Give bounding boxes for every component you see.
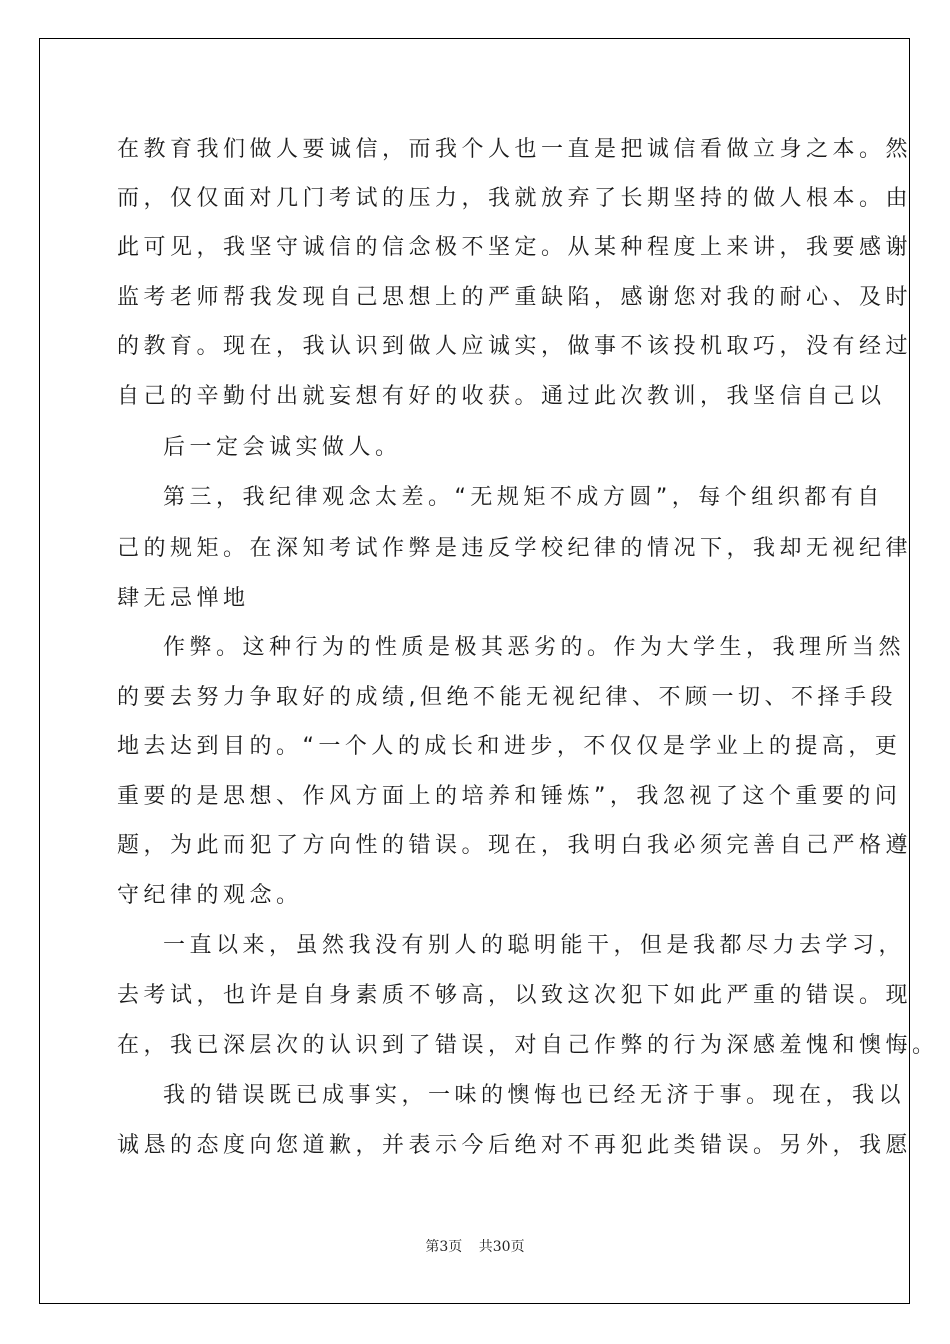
body-line: 重要的是思想、作风方面上的培养和锤炼”，我忽视了这个重要的问: [117, 784, 902, 809]
body-line: 诚恳的态度向您道歉，并表示今后绝对不再犯此类错误。另外，我愿: [117, 1133, 913, 1158]
body-line: 的要去努力争取好的成绩,但绝不能无视纪律、不顾一切、不择手段: [117, 685, 897, 710]
page-total: 共30页: [478, 1239, 525, 1255]
body-line: 后一定会诚实做人。: [163, 435, 402, 460]
body-line: 而，仅仅面对几门考试的压力，我就放弃了长期坚持的做人根本。由: [117, 186, 913, 211]
body-line: 在，我已深层次的认识到了错误，对自己作弊的行为深感羞愧和懊悔。: [117, 1033, 939, 1058]
body-line: 题，为此而犯了方向性的错误。现在，我明白我必须完善自己严格遵: [117, 833, 913, 858]
page-border: [39, 38, 939, 1304]
body-line: 此可见，我坚守诚信的信念极不坚定。从某种程度上来讲，我要感谢: [117, 235, 913, 260]
body-line: 守纪律的观念。: [117, 883, 303, 908]
page-number: 第3页: [425, 1239, 463, 1255]
body-line: 自己的辛勤付出就妄想有好的收获。通过此次教训，我坚信自己以: [117, 384, 886, 409]
paragraph-start-line: 作弊。这种行为的性质是极其恶劣的。作为大学生，我理所当然: [163, 635, 906, 660]
body-line: 在教育我们做人要诚信，而我个人也一直是把诚信看做立身之本。然: [117, 137, 913, 162]
body-line: 肆无忌惮地: [117, 586, 250, 611]
body-line: 的教育。现在，我认识到做人应诚实，做事不该投机取巧，没有经过: [117, 334, 913, 359]
body-line: 地去达到目的。“一个人的成长和进步，不仅仅是学业上的提高，更: [117, 734, 902, 759]
paragraph-start-line: 一直以来，虽然我没有别人的聪明能干，但是我都尽力去学习，: [163, 933, 906, 958]
body-line: 去考试，也许是自身素质不够高，以致这次犯下如此严重的错误。现: [117, 983, 913, 1008]
body-line: 监考老师帮我发现自己思想上的严重缺陷，感谢您对我的耐心、及时: [117, 285, 913, 310]
body-line: 己的规矩。在深知考试作弊是违反学校纪律的情况下，我却无视纪律: [117, 536, 913, 561]
paragraph-start-line: 我的错误既已成事实，一味的懊悔也已经无济于事。现在，我以: [163, 1083, 906, 1108]
page-footer: [0, 1236, 950, 1256]
paragraph-start-line: 第三，我纪律观念太差。“无规矩不成方圆”，每个组织都有自: [163, 485, 884, 510]
